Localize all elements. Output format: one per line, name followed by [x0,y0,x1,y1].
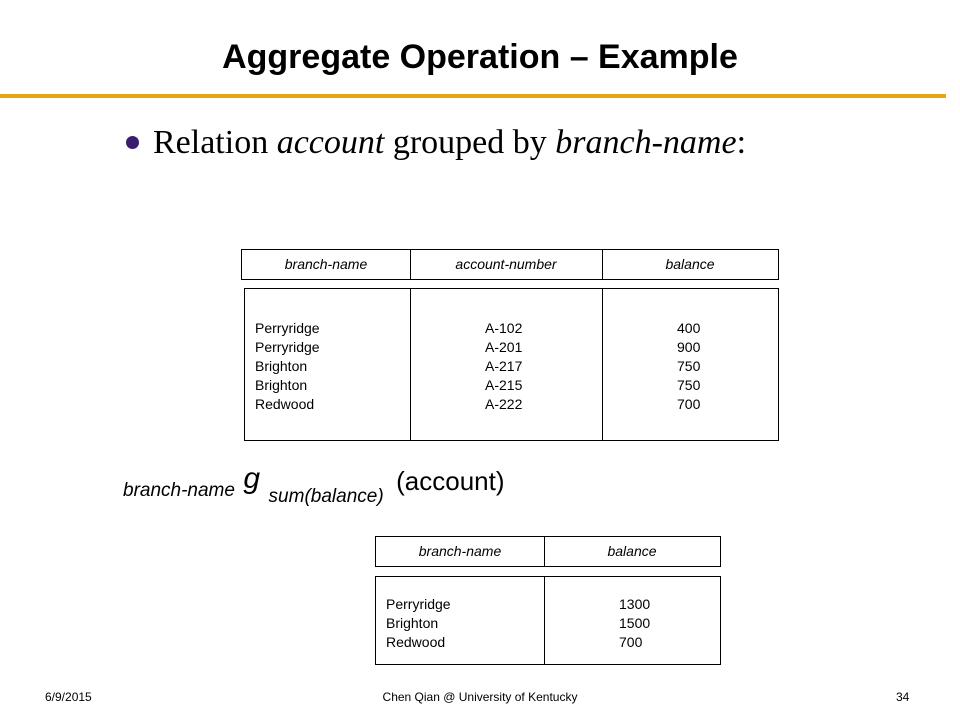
account-table-header [241,249,779,280]
title-divider [0,94,946,98]
result-table-body [375,576,721,665]
table-cell: Brighton [255,358,308,374]
table-cell: 900 [677,339,701,355]
bullet-relation: account [276,124,385,161]
table-cell: 1500 [619,615,651,631]
table-cell: A-201 [485,339,523,355]
bullet-point [126,124,746,162]
account-header-branch-name: branch-name [284,256,368,272]
result-header-balance: balance [607,543,657,559]
account-table-body [244,288,779,441]
table-cell: 700 [619,634,643,650]
table-cell: 700 [677,396,701,412]
table-cell: A-217 [485,358,523,374]
aggregate-expression [123,462,505,507]
table-cell: Redwood [386,634,446,650]
table-cell: 750 [677,358,701,374]
expression-relation: (account) [396,466,505,496]
expression-aggregate: sum(balance) [268,486,384,507]
footer-date: 6/9/2015 [45,690,92,704]
table-cell: 400 [677,320,701,336]
bullet-suffix: : [736,124,747,161]
expression-operator: g [243,462,261,495]
footer-author: Chen Qian @ University of Kentucky [382,690,578,704]
result-col-balance [619,595,650,664]
table-cell: Perryridge [255,339,320,355]
account-header-account-number: account-number [455,256,557,272]
table-cell: Perryridge [386,596,451,612]
result-header-branch-name: branch-name [418,543,502,559]
bullet-attribute: branch-name [555,124,737,161]
table-cell: 750 [677,377,701,393]
table-cell: Brighton [386,615,439,631]
footer-page-number: 34 [896,690,910,704]
table-cell: A-102 [485,320,523,336]
table-cell: Redwood [255,396,315,412]
expression-group-attr: branch-name [123,480,235,501]
bullet-prefix: Relation [153,124,277,161]
result-col-branch-name [386,595,451,664]
table-cell: A-215 [485,377,523,393]
result-table-header [375,536,721,567]
table-cell: A-222 [485,396,523,412]
account-col-account-number [485,319,522,440]
table-cell: Brighton [255,377,308,393]
account-header-balance: balance [665,256,715,272]
slide-title: Aggregate Operation – Example [222,38,738,76]
account-col-balance [677,319,700,440]
table-cell: Perryridge [255,320,320,336]
bullet-dot-icon [126,136,139,149]
table-cell: 1300 [619,596,651,612]
bullet-middle: grouped by [384,124,556,161]
account-col-branch-name [255,319,320,440]
